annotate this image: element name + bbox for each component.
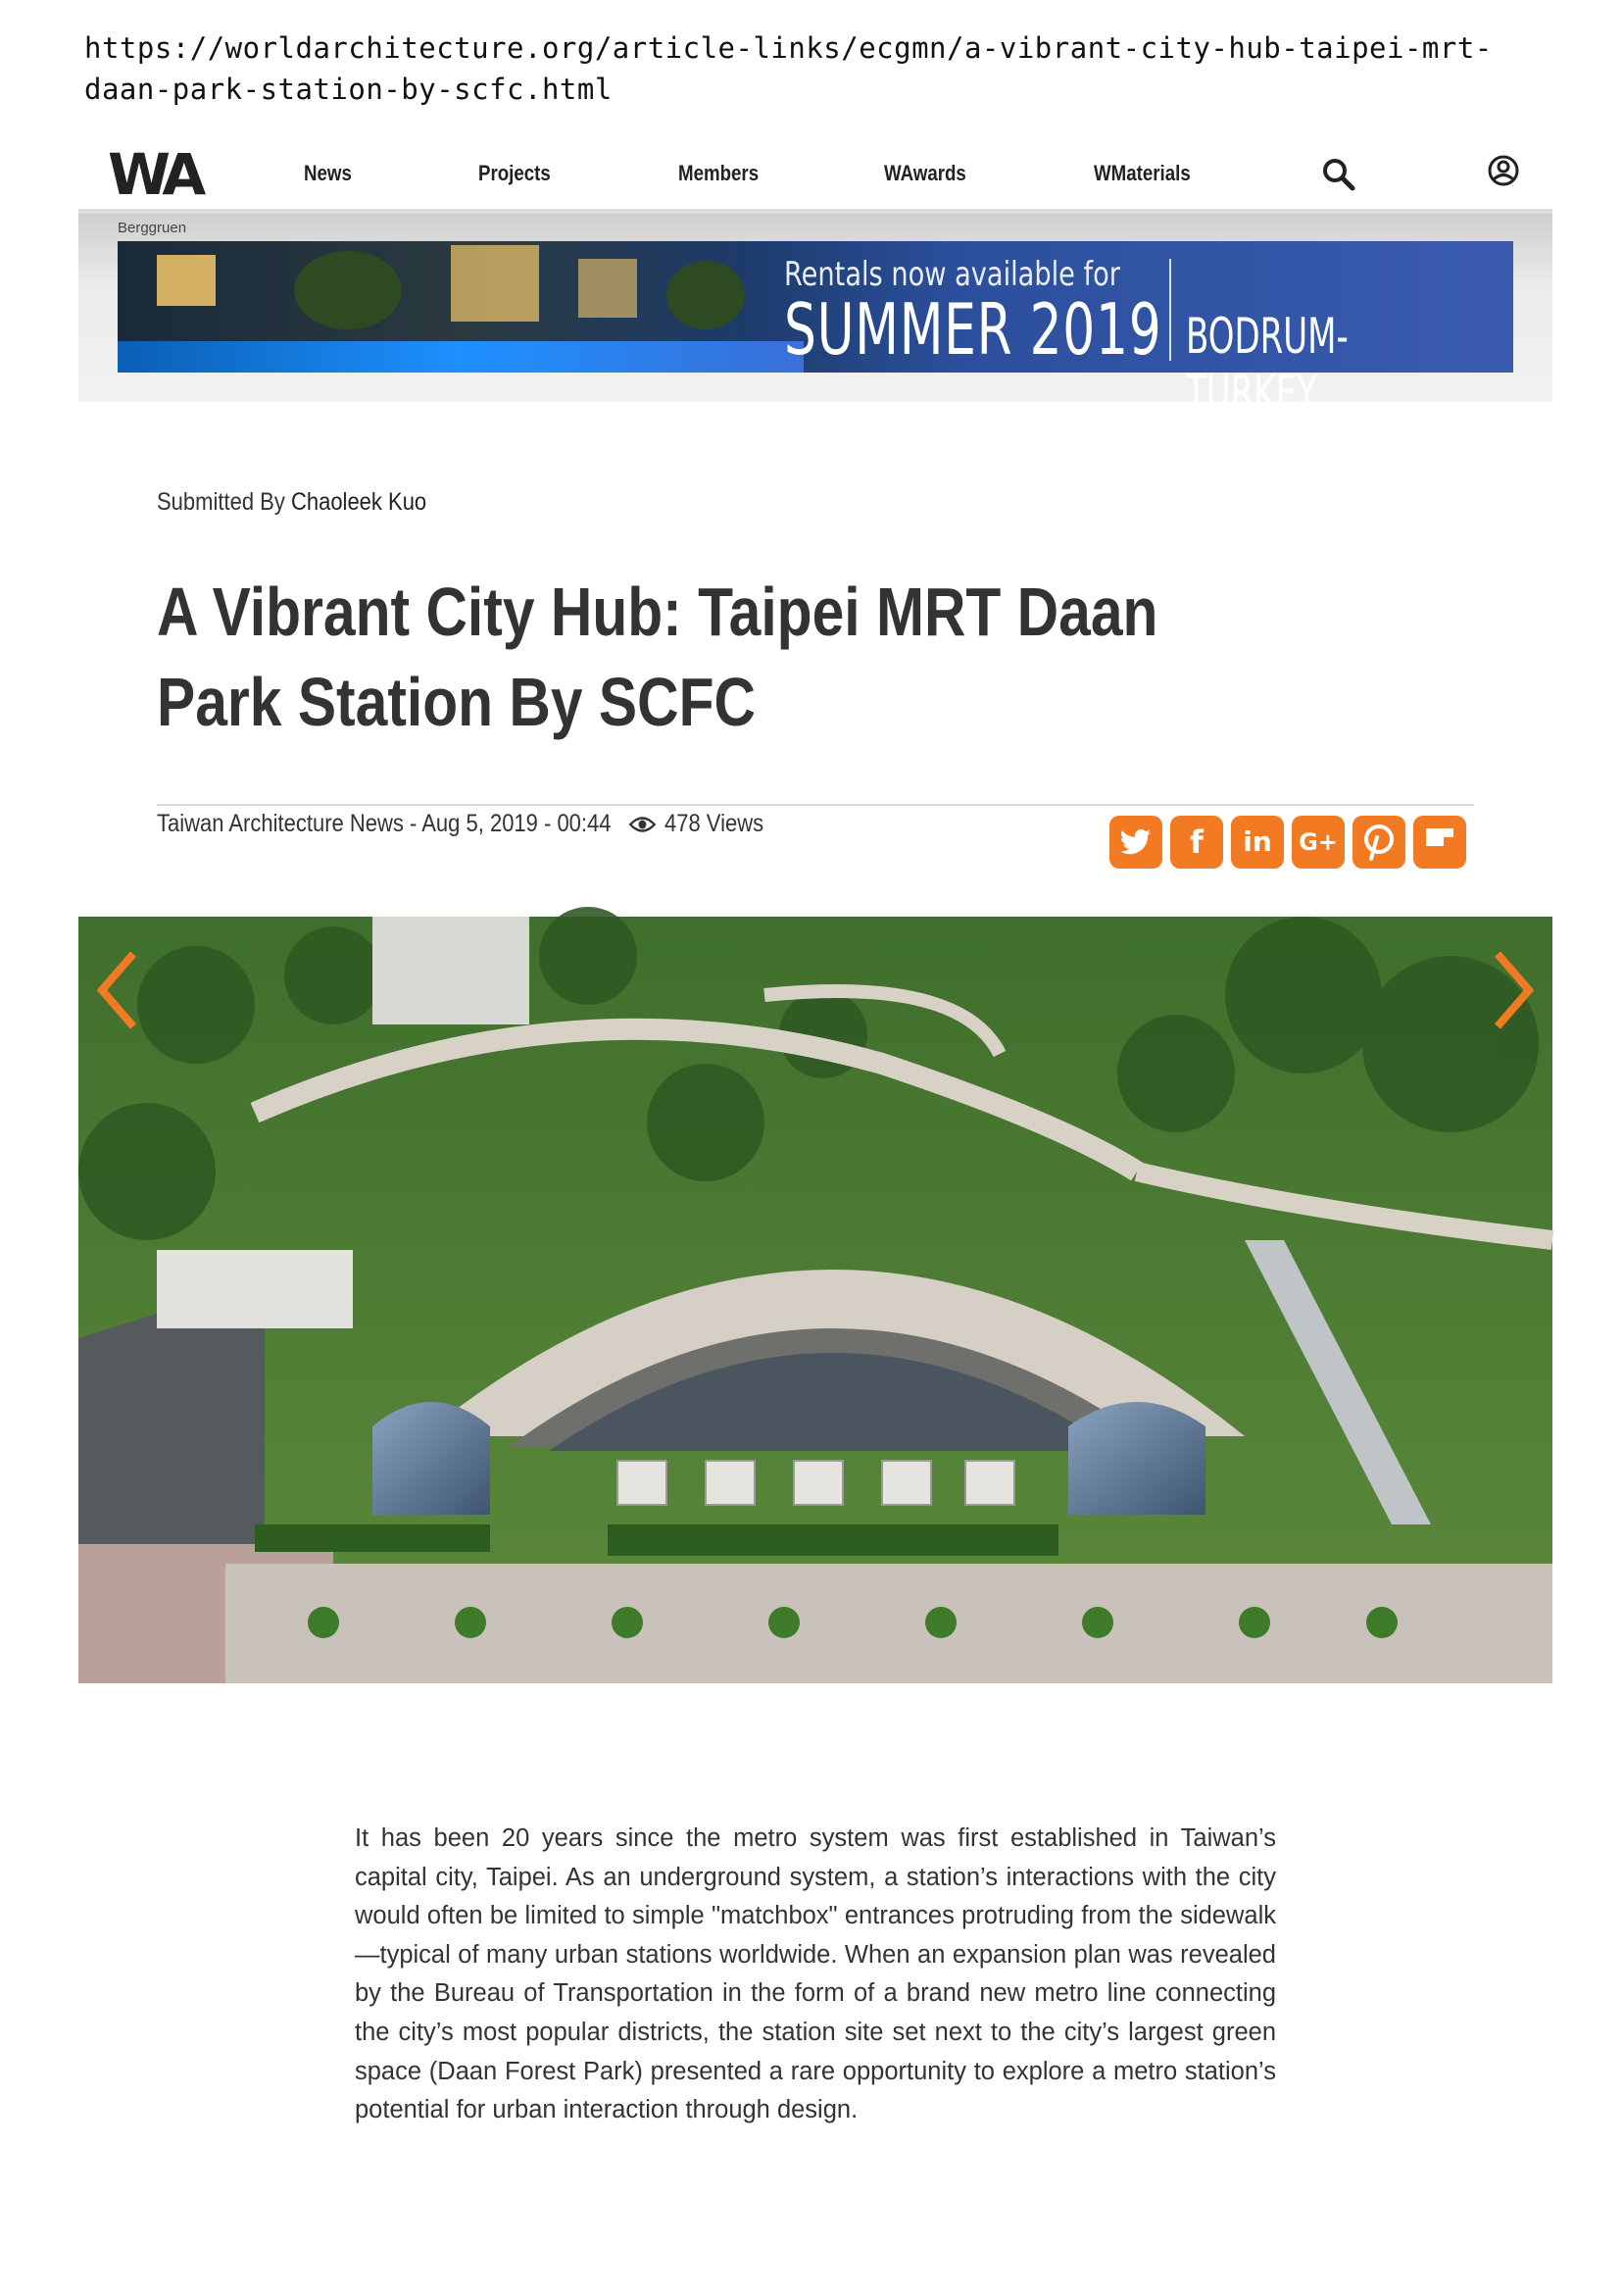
twitter-icon bbox=[1109, 816, 1162, 869]
top-navigation bbox=[78, 137, 1552, 214]
meta-separator: - bbox=[410, 810, 422, 837]
ad-building bbox=[451, 245, 539, 322]
ad-banner[interactable] bbox=[118, 241, 1513, 422]
logo-text: WA bbox=[108, 141, 201, 208]
twitter-share-button[interactable] bbox=[1109, 816, 1162, 869]
google-plus-icon: G+ bbox=[1299, 828, 1338, 856]
view-count: 478 Views bbox=[664, 810, 764, 837]
meta-divider bbox=[157, 804, 1474, 806]
linkedin-share-button[interactable] bbox=[1231, 816, 1284, 869]
search-icon[interactable] bbox=[1319, 155, 1358, 194]
flipboard-share-button[interactable] bbox=[1413, 816, 1466, 869]
nav-projects[interactable]: Projects bbox=[478, 161, 551, 185]
pinterest-icon bbox=[1352, 816, 1405, 869]
ad-location: BODRUM-TURKEY bbox=[1186, 308, 1349, 422]
ad-headline: Rentals now available for bbox=[784, 255, 1120, 294]
ad-tree bbox=[666, 261, 745, 329]
ad-building bbox=[157, 255, 216, 306]
user-circle-icon[interactable] bbox=[1484, 151, 1523, 190]
source-url: https://worldarchitecture.org/article-links/ecgmn/a-vibrant-city-hub-taipei-mrt-daan-park-station-by-scfc.html bbox=[84, 31, 1493, 106]
article-body: It has been 20 years since the metro system was first established in Taiwan’s capital city, Taipei. As an underground system, a station’s interactions with the city would often be limited to simple "matchbox" entrances protruding from the sidewalk—typical of many urban stations worldwide. When an expansion plan was revealed by the Bureau of Transportation in the form of a brand new metro line connecting the city’s most popular districts, the station site set next to the city’s largest green space (Daan Forest Park) presented a rare opportunity to explore a metro station’s potential for urban interaction through design. bbox=[355, 1824, 1276, 2124]
pinterest-share-button[interactable] bbox=[1352, 816, 1405, 869]
chevron-right-icon[interactable] bbox=[1490, 946, 1539, 1034]
nav-news[interactable]: News bbox=[304, 161, 352, 185]
nav-wmaterials[interactable]: WMaterials bbox=[1094, 161, 1191, 185]
ad-tree bbox=[294, 251, 402, 329]
submitted-by bbox=[157, 488, 426, 517]
station-aerial-image bbox=[78, 917, 1552, 1683]
ad-sponsor: Berggruen bbox=[118, 220, 187, 236]
site-logo[interactable] bbox=[108, 137, 201, 208]
eye-icon bbox=[629, 816, 655, 833]
category-link[interactable]: Taiwan Architecture News bbox=[157, 810, 404, 837]
linkedin-icon: in bbox=[1243, 825, 1272, 858]
article-photo[interactable] bbox=[78, 917, 1552, 1683]
page-title: A Vibrant City Hub: Taipei MRT Daan Park Station By SCFC bbox=[157, 574, 1158, 740]
article-meta bbox=[157, 810, 763, 838]
chevron-left-icon[interactable] bbox=[92, 946, 141, 1034]
facebook-share-button[interactable] bbox=[1170, 816, 1223, 869]
submitted-prefix: Submitted By bbox=[157, 488, 285, 516]
advertisement bbox=[78, 214, 1552, 422]
ad-season: SUMMER 2019 bbox=[784, 288, 1162, 371]
nav-wawards[interactable]: WAwards bbox=[884, 161, 966, 185]
ad-divider bbox=[1169, 259, 1171, 361]
ad-building bbox=[578, 259, 637, 318]
ad-pool bbox=[118, 341, 804, 373]
google-plus-share-button[interactable] bbox=[1292, 816, 1345, 869]
flipboard-icon bbox=[1413, 816, 1466, 869]
nav-members[interactable]: Members bbox=[678, 161, 760, 185]
author-link[interactable]: Chaoleek Kuo bbox=[290, 488, 427, 516]
facebook-icon: f bbox=[1190, 824, 1204, 861]
publish-date: Aug 5, 2019 - 00:44 bbox=[421, 810, 612, 837]
